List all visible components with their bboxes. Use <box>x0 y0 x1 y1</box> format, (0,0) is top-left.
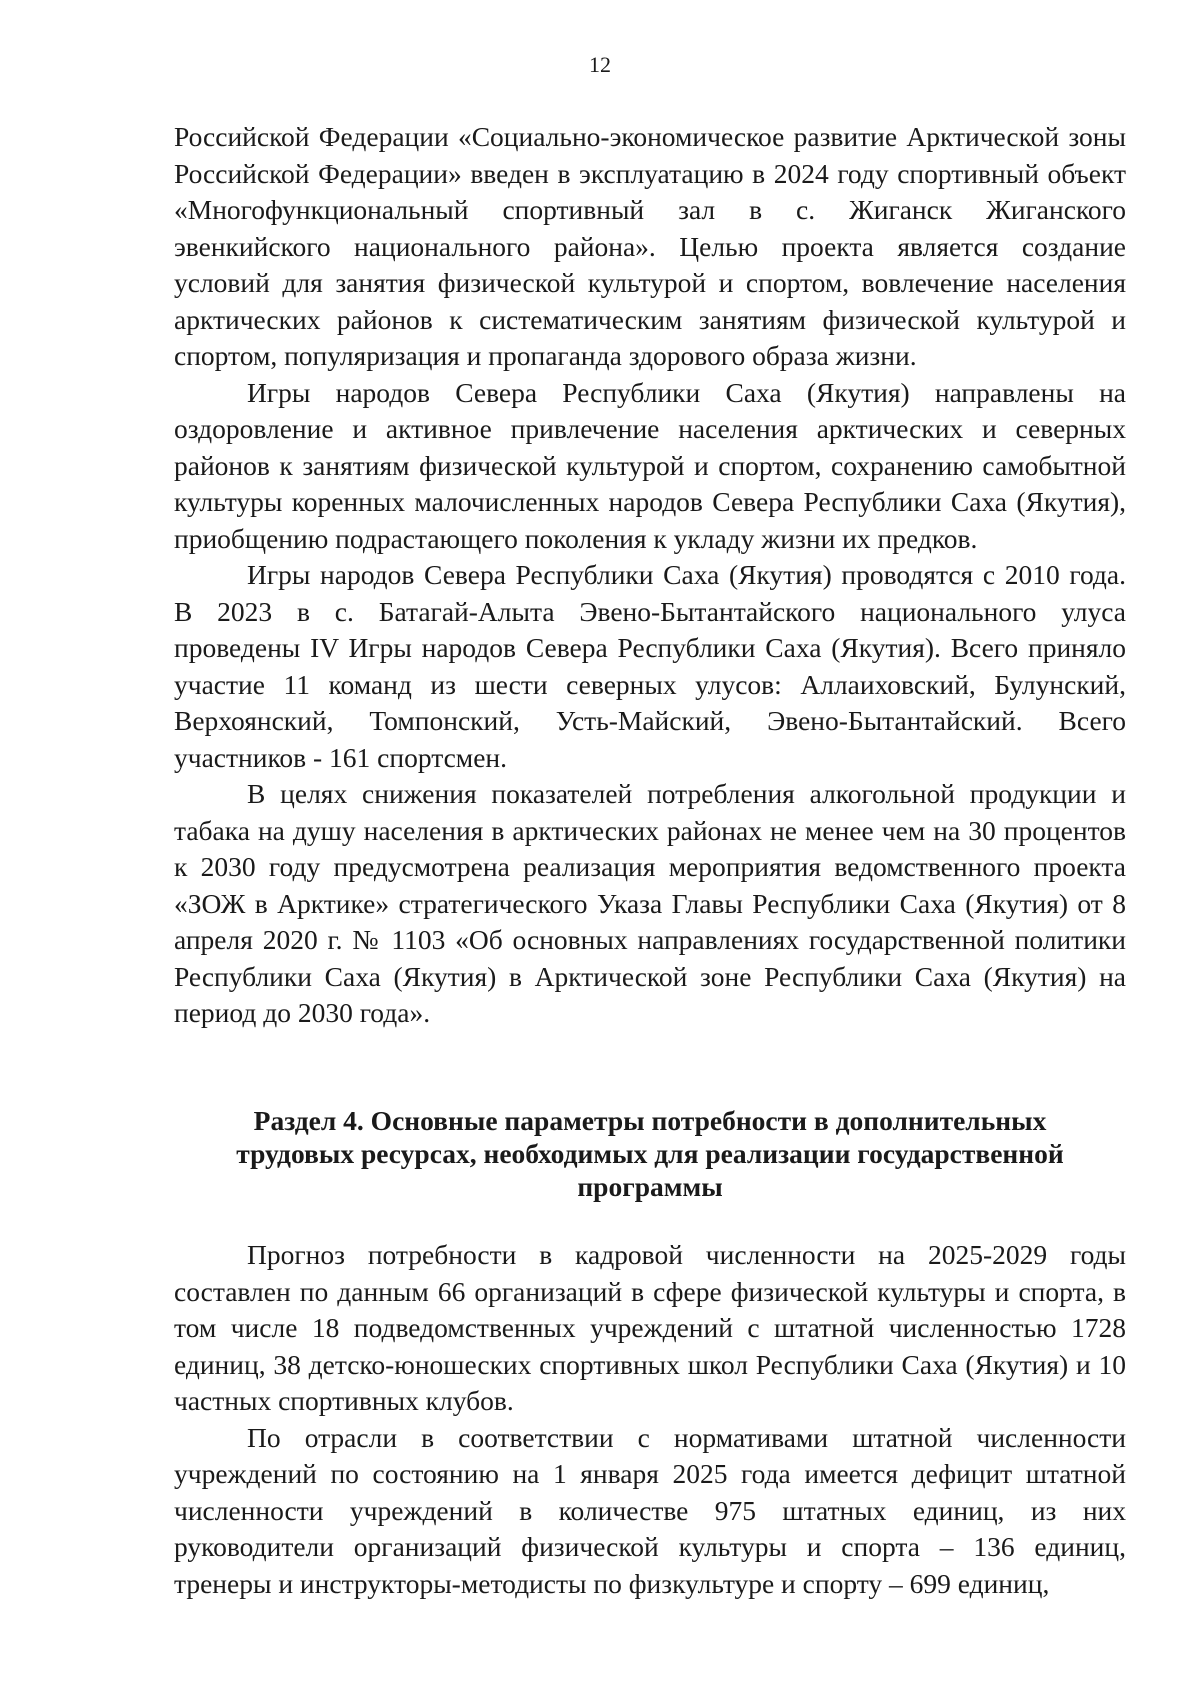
paragraph-north-games-2023: Игры народов Севера Республики Саха (Якутия) проводятся с 2010 года. В 2023 в с. Батагай-Алыта Эвено-Бытантайского национального улуса проведены IV Игры народов Севера Республики Саха (Якутия). Всего приняло участие 11 команд из шести северных улусов: Аллаиховский, Булунский, Верхоянский, Томпонский, Усть-Майский, Эвено-Бытантайский. Всего участников - 161 спортсмен. <box>174 559 1126 773</box>
paragraph-staffing-deficit: По отрасли в соответствии с нормативами штатной численности учреждений по состоянию на 1 января 2025 года имеется дефицит штатной численности учреждений в количестве 975 штатных единиц, из них руководители организаций физической культуры и спорта – 136 единиц, тренеры и инструкторы-методисты по физкультуре и спорту – 699 единиц, <box>174 1421 1126 1599</box>
section-heading-line-1: Раздел 4. Основные параметры потребности в дополнительных <box>253 1105 1047 1136</box>
paragraph-arctic-sports-hall: Российской Федерации «Социально-экономическое развитие Арктической зоны Российской Федерации» введен в эксплуатацию в 2024 году спортивный объект «Многофункциональный спортивный зал в с. Жиганск Жиганского эвенкийского национального района». Целью проекта является создание условий для занятия физической культурой и спортом, вовлечение населения арктических районов к систематическим занятиям физической культурой и спортом, популяризация и пропаганда здорового образа жизни. <box>174 121 1126 371</box>
section-heading-line-3: программы <box>577 1171 723 1202</box>
section-heading-line-2: трудовых ресурсах, необходимых для реализации государственной <box>236 1138 1064 1169</box>
text-block-top <box>174 119 1126 1032</box>
section-heading <box>174 1104 1126 1203</box>
paragraph-healthy-lifestyle-project: В целях снижения показателей потребления алкогольной продукции и табака на душу населения в арктических районах не менее чем на 30 процентов к 2030 году предусмотрена реализация мероприятия ведомственного проекта «ЗОЖ в Арктике» стратегического Указа Главы Республики Саха (Якутия) от 8 апреля 2020 г. № 1103 «Об основных направлениях государственной политики Республики Саха (Якутия) в Арктической зоне Республики Саха (Якутия) на период до 2030 года». <box>174 778 1126 1028</box>
paragraph-north-games-purpose: Игры народов Севера Республики Саха (Якутия) направлены на оздоровление и активное привлечение населения арктических и северных районов к занятиям физической культурой и спортом, сохранению самобытной культуры коренных малочисленных народов Севера Республики Саха (Якутия), приобщению подрастающего поколения к укладу жизни их предков. <box>174 376 1126 554</box>
paragraph-staffing-forecast: Прогноз потребности в кадровой численности на 2025-2029 годы составлен по данным 66 организаций в сфере физической культуры и спорта, в том числе 18 подведомственных учреждений с штатной численностью 1728 единиц, 38 детско-юношеских спортивных школ Республики Саха (Якутия) и 10 частных спортивных клубов. <box>174 1239 1126 1416</box>
page-number: 12 <box>589 52 611 77</box>
text-block-bottom <box>174 1237 1126 1602</box>
